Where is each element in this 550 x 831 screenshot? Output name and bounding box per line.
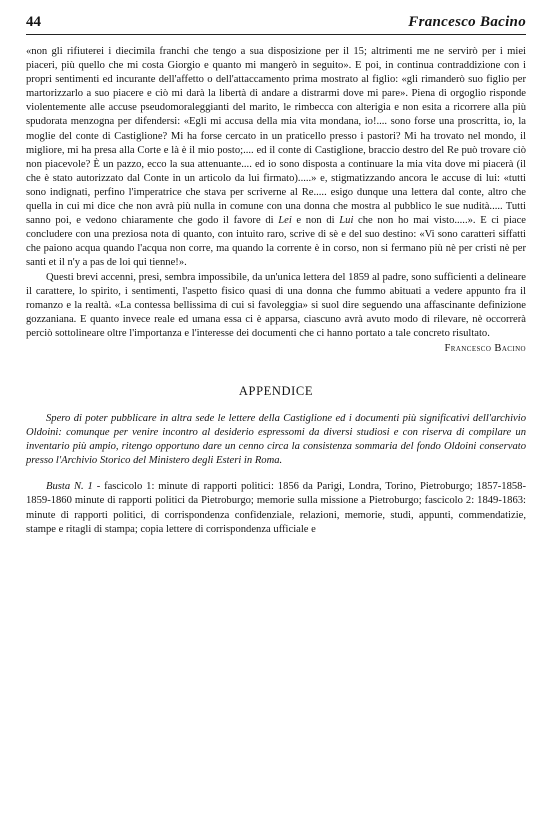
busta-entry — [26, 480, 526, 536]
busta-label: Busta N. 1 — [46, 481, 93, 493]
page-header — [26, 14, 526, 35]
page-number: 44 — [26, 14, 41, 30]
appendix-heading: APPENDICE — [238, 383, 314, 398]
paragraph-1-text: «non gli rifiuterei i diecimila franchi che tengo a sua disposizione per il 15; altrimenti me ne servirò per i miei piaceri, più quello che mi costa Giorgio e quanto mi mangerò in seguito». E poi, in continua contraddizione con i propri sentimenti ed incurante dell'affetto o dell'attaccamento prima mostrato al figlio: «gli rimanderò suo figlio per martorizzarlo a suo piacere e ciò mi darà la libertà di andare a distrarmi dove mi pare». Piena di orgoglio risponde violentemente alle accuse pseudomoraleggianti del marito, le rimbecca con alterigia e non esita a ricorrere alla più spudorata menzogna per difendersi: «Egli mi accusa della mia vita mondana, io!.... sono forse una proscritta, io, la moglie del conte di Castiglione? Mi ha forse cercato in un praticello presso i pastori? Mi ha trovato nel mondo, il migliore, mi ha presa alla Corte e là è il mio posto;.... ed il conte di Castiglione, braccio destro del Re può trovare ciò non piacevole? È un pazzo, ecco la sua attenuante.... ed io sono disposta a continuare la mia vita dove mi piacerà (il che è stato autorizzato dal Conte in un articolo da lui firmato).....» e, stigmatizzando ancora le accuse di lui: «tutti sono indignati, perfino l'imperatrice che stava per scriverne al Re..... esigo dunque una lettera dal conte, altro che quella in cui mi dice che non avrà più nulla in comune con una donna che mostra al pubblico le sue nudità..... Tutti sanno poi, e vedono chiaramente che godo il favore di — [26, 46, 526, 227]
running-title: Francesco Bacino — [408, 14, 526, 30]
emphasis-lei: Lei — [278, 215, 292, 227]
body-paragraph-2: Questi brevi accenni, presi, sembra impossibile, da un'unica lettera del 1859 al padre, sono sufficienti a delineare il carattere, lo spirito, i sentimenti, l'aspetto fisico quasi di una donna che fummo abituati a vedere appunto fra il romanzo e la realtà. «La contessa bellissima di cui si favoleggia» si suol dire seguendo una affascinante definizione gozzaniana. E quanto invece reale ed umana essa ci è apparsa, ciascuno avrà avuto modo di rilevare, nè occorrerà perciò sottolineare oltre l'importanza e l'interesse dei documenti che ci hanno portato a tale concreto risultato. — [26, 271, 526, 339]
paragraph-1-mid: e non di — [291, 215, 340, 227]
body-paragraph-1 — [26, 45, 526, 271]
emphasis-lui: Lui — [339, 215, 354, 227]
busta-text: - fascicolo 1: minute di rapporti politici: 1856 da Parigi, Londra, Torino, Pietroburgo; 1857-1858-1859-1860 minute di rapporti politici da Pietroburgo; memorie sulla missione a Pietroburgo; fascicolo 2: 1849-1863: minute di rapporti politici, di corrispondenza confidenziale, relazioni, memorie, studi, appunti, commendatizie, stampe e ritagli di stampa; copia lettere di corrispondenza ufficiale e — [26, 481, 526, 535]
appendix-intro: Spero di poter pubblicare in altra sede le lettere della Castiglione ed i documenti più significativi dell'archivio Oldoini: comunque per venire incontro al desiderio espressomi da diversi studiosi e con riserva di compilare un inventario più ampio, ritengo opportuno dare un cenno circa la consistenza sommaria del fondo Oldoini conservato presso l'Archivio Storico del Ministero degli Esteri in Roma. — [26, 412, 526, 467]
author-signature: Francesco Bacino — [444, 342, 526, 354]
spacer — [26, 468, 526, 480]
paragraph-1-end: che non ho mai visto.....». E ci piace concludere con una preziosa nota di quanto, con intuito raro, scrive di sè e del suo destino: «Vi sono caratteri siffatti che paiono acqua quando l'acqua non corre, ma quando la corrente è in corso, non si fermano più nè per cristi nè per santi et il n'y a pas de loi qui tienne!». — [26, 215, 526, 269]
